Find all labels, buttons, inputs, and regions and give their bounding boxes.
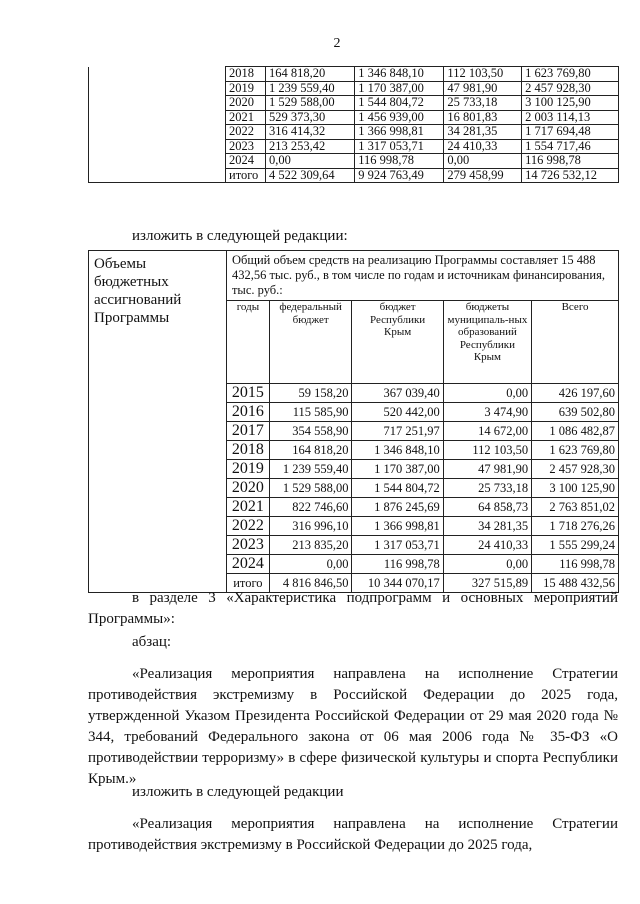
funding-intro: Общий объем средств на реализацию Программы составляет 15 488 432,56 тыс. руб., в том числе по годам и источникам финансирования, тыс. руб.: xyxy=(226,251,618,301)
left-heading: Объемы бюджетных ассигнований Программы xyxy=(89,251,227,593)
table-cell: 2019 xyxy=(226,460,269,479)
table-cell: 0,00 xyxy=(269,555,352,574)
table-cell: 1 544 804,72 xyxy=(352,479,443,498)
paragraph-abzac: абзац: xyxy=(132,634,172,650)
table-cell: 164 818,20 xyxy=(266,67,355,82)
old-funding-table xyxy=(88,66,619,183)
table-cell: 1 718 276,26 xyxy=(532,517,619,536)
table-cell: 717 251,97 xyxy=(352,422,443,441)
table-cell: 0,00 xyxy=(266,154,355,169)
new-funding-table xyxy=(88,250,619,593)
table-cell: 1 876 245,69 xyxy=(352,498,443,517)
table-cell: 1 623 769,80 xyxy=(522,67,619,82)
table-cell: 3 474,90 xyxy=(443,403,531,422)
table-cell: 822 746,60 xyxy=(269,498,352,517)
table-cell: 4 816 846,50 xyxy=(269,574,352,593)
table-cell: 10 344 070,17 xyxy=(352,574,443,593)
table-cell: 639 502,80 xyxy=(532,403,619,422)
table-cell: 213 253,42 xyxy=(266,139,355,154)
table-cell: 116 998,78 xyxy=(355,154,444,169)
table-cell: 1 366 998,81 xyxy=(355,125,444,140)
table-cell: 14 672,00 xyxy=(443,422,531,441)
table-row xyxy=(89,67,619,82)
table-cell: 2020 xyxy=(226,96,266,111)
column-header: бюджет Республики Крым xyxy=(352,301,443,384)
table-cell: 2015 xyxy=(226,384,269,403)
table-cell: 4 522 309,64 xyxy=(266,168,355,183)
table-cell: 1 239 559,40 xyxy=(266,81,355,96)
column-header: бюджеты муниципаль-ных образований Республики Крым xyxy=(443,301,531,384)
table-cell: 1 555 299,24 xyxy=(532,536,619,555)
table-cell: 116 998,78 xyxy=(532,555,619,574)
table-cell: 213 835,20 xyxy=(269,536,352,555)
table-cell: 116 998,78 xyxy=(522,154,619,169)
table-cell: 3 100 125,90 xyxy=(522,96,619,111)
table-cell: 15 488 432,56 xyxy=(532,574,619,593)
table-cell: 1 456 939,00 xyxy=(355,110,444,125)
table-cell: 2 457 928,30 xyxy=(532,460,619,479)
table-cell: 64 858,73 xyxy=(443,498,531,517)
table-cell: 316 996,10 xyxy=(269,517,352,536)
table-cell: 59 158,20 xyxy=(269,384,352,403)
table-cell: 1 717 694,48 xyxy=(522,125,619,140)
table-cell: 279 458,99 xyxy=(444,168,522,183)
table-cell: 2018 xyxy=(226,67,266,82)
table-cell: 34 281,35 xyxy=(444,125,522,140)
table-cell: 2020 xyxy=(226,479,269,498)
table-cell: 2 003 114,13 xyxy=(522,110,619,125)
table-cell: 1 366 998,81 xyxy=(352,517,443,536)
table-cell: 1 623 769,80 xyxy=(532,441,619,460)
table-cell: 2024 xyxy=(226,555,269,574)
table-cell: итого xyxy=(226,574,269,593)
table-cell: 1 529 588,00 xyxy=(269,479,352,498)
table-cell: 1 170 387,00 xyxy=(352,460,443,479)
table-cell: 0,00 xyxy=(443,384,531,403)
table-cell: 367 039,40 xyxy=(352,384,443,403)
paragraph-quote-new: «Реализация мероприятия направлена на исполнение Стратегии противодействия экстремизму в Российской Федерации до 2025 года, xyxy=(88,816,618,853)
table-cell: 0,00 xyxy=(444,154,522,169)
table-cell: 2021 xyxy=(226,110,266,125)
table-cell: итого xyxy=(226,168,266,183)
table-cell: 2019 xyxy=(226,81,266,96)
table-cell: 24 410,33 xyxy=(443,536,531,555)
table-cell: 164 818,20 xyxy=(269,441,352,460)
table-cell: 112 103,50 xyxy=(443,441,531,460)
table-cell: 2023 xyxy=(226,536,269,555)
empty-cell xyxy=(89,67,226,183)
column-header: Всего xyxy=(532,301,619,384)
table-cell: 327 515,89 xyxy=(443,574,531,593)
table-cell: 2023 xyxy=(226,139,266,154)
table-cell: 116 998,78 xyxy=(352,555,443,574)
table-cell: 34 281,35 xyxy=(443,517,531,536)
table-cell: 9 924 763,49 xyxy=(355,168,444,183)
table-cell: 1 346 848,10 xyxy=(352,441,443,460)
table-cell: 2018 xyxy=(226,441,269,460)
table-cell: 112 103,50 xyxy=(444,67,522,82)
table-cell: 520 442,00 xyxy=(352,403,443,422)
paragraph-section3: в разделе 3 «Характеристика подпрограмм и основных мероприятий Программы»: xyxy=(88,590,618,627)
table-cell: 316 414,32 xyxy=(266,125,355,140)
table-cell: 1 554 717,46 xyxy=(522,139,619,154)
table-cell: 426 197,60 xyxy=(532,384,619,403)
table-cell: 47 981,90 xyxy=(443,460,531,479)
column-header: годы xyxy=(226,301,269,384)
table-cell: 16 801,83 xyxy=(444,110,522,125)
table-cell: 0,00 xyxy=(443,555,531,574)
table-cell: 2022 xyxy=(226,517,269,536)
table-cell: 1 317 053,71 xyxy=(352,536,443,555)
table-cell: 1 239 559,40 xyxy=(269,460,352,479)
table-cell: 1 086 482,87 xyxy=(532,422,619,441)
table-cell: 2017 xyxy=(226,422,269,441)
table-cell: 1 317 053,71 xyxy=(355,139,444,154)
table-cell: 1 346 848,10 xyxy=(355,67,444,82)
table-cell: 2016 xyxy=(226,403,269,422)
table-cell: 25 733,18 xyxy=(444,96,522,111)
table-cell: 47 981,90 xyxy=(444,81,522,96)
table-cell: 2022 xyxy=(226,125,266,140)
table-cell: 529 373,30 xyxy=(266,110,355,125)
table-cell: 2024 xyxy=(226,154,266,169)
table-cell: 25 733,18 xyxy=(443,479,531,498)
table-cell: 14 726 532,12 xyxy=(522,168,619,183)
table-cell: 1 529 588,00 xyxy=(266,96,355,111)
table-cell: 2021 xyxy=(226,498,269,517)
paragraph-new-edition-2: изложить в следующей редакции xyxy=(132,784,344,800)
table-cell: 354 558,90 xyxy=(269,422,352,441)
table-cell: 1 170 387,00 xyxy=(355,81,444,96)
table-cell: 3 100 125,90 xyxy=(532,479,619,498)
table-cell: 2 763 851,02 xyxy=(532,498,619,517)
table-cell: 24 410,33 xyxy=(444,139,522,154)
table-cell: 115 585,90 xyxy=(269,403,352,422)
page-number: 2 xyxy=(333,36,341,51)
table-cell: 2 457 928,30 xyxy=(522,81,619,96)
paragraph-quote-old: «Реализация мероприятия направлена на исполнение Стратегии противодействия экстремизму в Российской Федерации до 2025 года, утвержденной Указом Президента Российской Федерации от 29 мая 2020 года № 344, требований Федерального закона от 06 мая 2006 года № 35-ФЗ «О противодействии терроризму» в сфере физической культуры и спорта Республики Крым.» xyxy=(88,666,618,787)
table-cell: 1 544 804,72 xyxy=(355,96,444,111)
column-header: федеральный бюджет xyxy=(269,301,352,384)
paragraph-new-edition: изложить в следующей редакции: xyxy=(132,228,348,244)
